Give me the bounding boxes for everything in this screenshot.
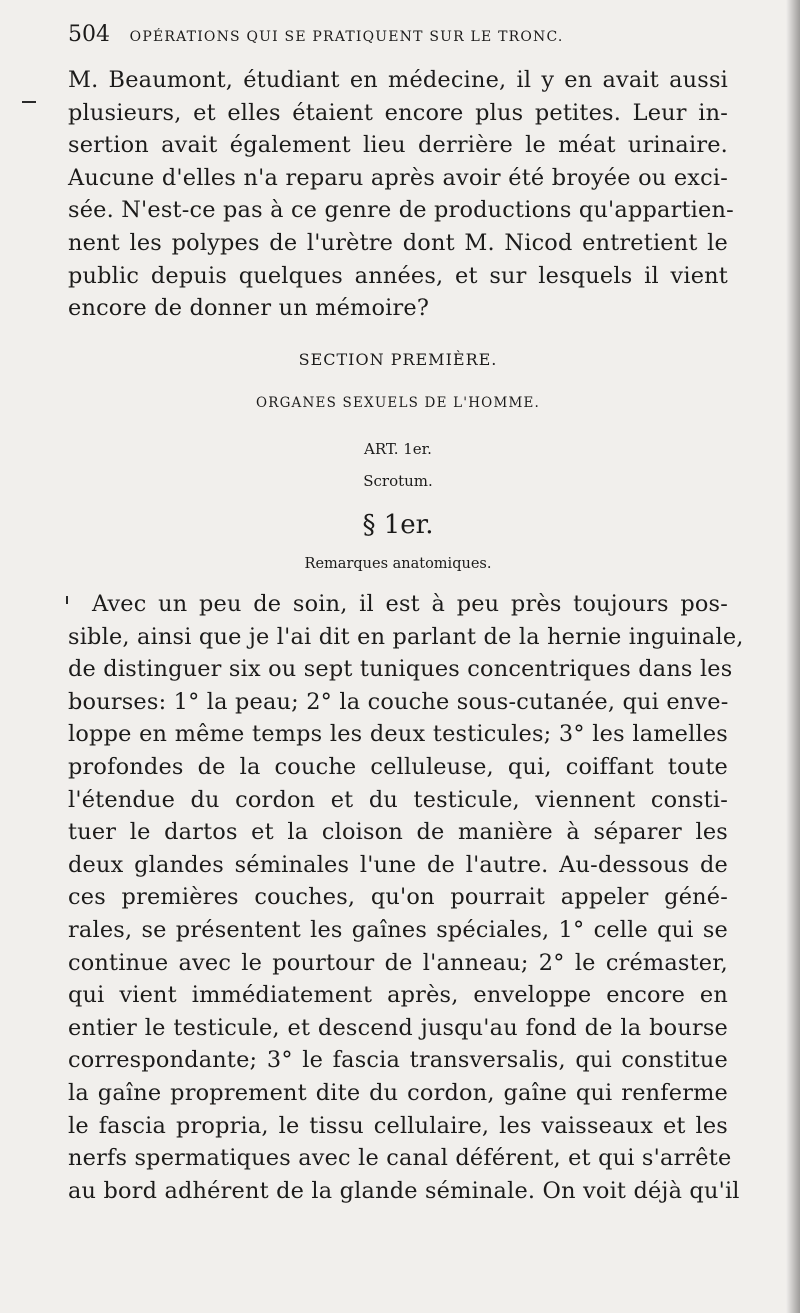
text-line: plusieurs, et elles étaient encore plus petites. Leur in- (68, 99, 728, 126)
section-subtitle: ORGANES SEXUELS DE L'HOMME. (255, 395, 541, 411)
text-line: correspondante; 3° le fascia transversalis, qui constitue (68, 1047, 728, 1074)
text-line: nerfs spermatiques avec le canal déférent, et qui s'arrête (68, 1145, 732, 1172)
text-line: deux glandes séminales l'une de l'autre. Au-dessous de (68, 851, 728, 878)
text-line: continue avec le pourtour de l'anneau; 2° le crémaster, (68, 949, 728, 976)
paragraph-title: Remarques anatomiques. (304, 556, 492, 572)
text-line: Avec un peu de soin, il est à peu près toujours pos- (92, 591, 728, 617)
paragraph-mark: § 1er. (362, 510, 434, 540)
paragraph-1 (68, 64, 734, 325)
text-line: entier le testicule, et descend jusqu'au fond de la bourse (68, 1014, 728, 1041)
text-line: Aucune d'elles n'a reparu après avoir été broyée ou exci- (68, 164, 728, 191)
paragraph-2 (68, 588, 744, 1207)
page-edge-shadow (786, 0, 800, 1313)
running-title: OPÉRATIONS QUI SE PRATIQUENT SUR LE TRONC. (129, 29, 564, 45)
text-line: sée. N'est-ce pas à ce genre de productions qu'appartien- (68, 197, 734, 224)
text-line: la gaîne proprement dite du cordon, gaîne qui renferme (68, 1079, 728, 1106)
text-line: tuer le dartos et la cloison de manière à séparer les (68, 819, 728, 846)
text-line: public depuis quelques années, et sur lesquels il vient (68, 262, 728, 289)
text-line: sertion avait également lieu derrière le méat urinaire. (68, 132, 728, 159)
text-line: qui vient immédiatement après, enveloppe encore en (68, 982, 728, 1009)
text-line: ces premières couches, qu'on pourrait appeler géné- (68, 884, 728, 911)
text-line: encore de donner un mémoire? (68, 295, 430, 322)
text-line: rales, se présentent les gaînes spéciales, 1° celle qui se (68, 916, 728, 943)
text-line: sible, ainsi que je l'ai dit en parlant de la hernie inguinale, (68, 623, 744, 650)
text-line: profondes de la couche celluleuse, qui, coiffant toute (68, 753, 728, 780)
text-line: au bord adhérent de la glande séminale. On voit déjà qu'il (68, 1177, 740, 1204)
text-line: le fascia propria, le tissu cellulaire, les vaisseaux et les (68, 1112, 728, 1139)
text-line: M. Beaumont, étudiant en médecine, il y en avait aussi (68, 67, 728, 93)
text-line: loppe en même temps les deux testicules; 3° les lamelles (68, 721, 728, 748)
margin-mark (22, 101, 36, 103)
section-title: SECTION PREMIÈRE. (298, 350, 498, 369)
article-title: Scrotum. (363, 472, 433, 490)
article-heading: ART. 1er. (364, 440, 432, 458)
text-line: l'étendue du cordon et du testicule, viennent consti- (68, 786, 728, 813)
text-line: nent les polypes de l'urètre dont M. Nicod entretient le (68, 229, 728, 256)
running-header (68, 22, 728, 47)
page-number: 504 (68, 22, 110, 47)
text-line: bourses: 1° la peau; 2° la couche sous-cutanée, qui enve- (68, 688, 729, 715)
text-line: de distinguer six ou sept tuniques concentriques dans les (68, 656, 733, 683)
